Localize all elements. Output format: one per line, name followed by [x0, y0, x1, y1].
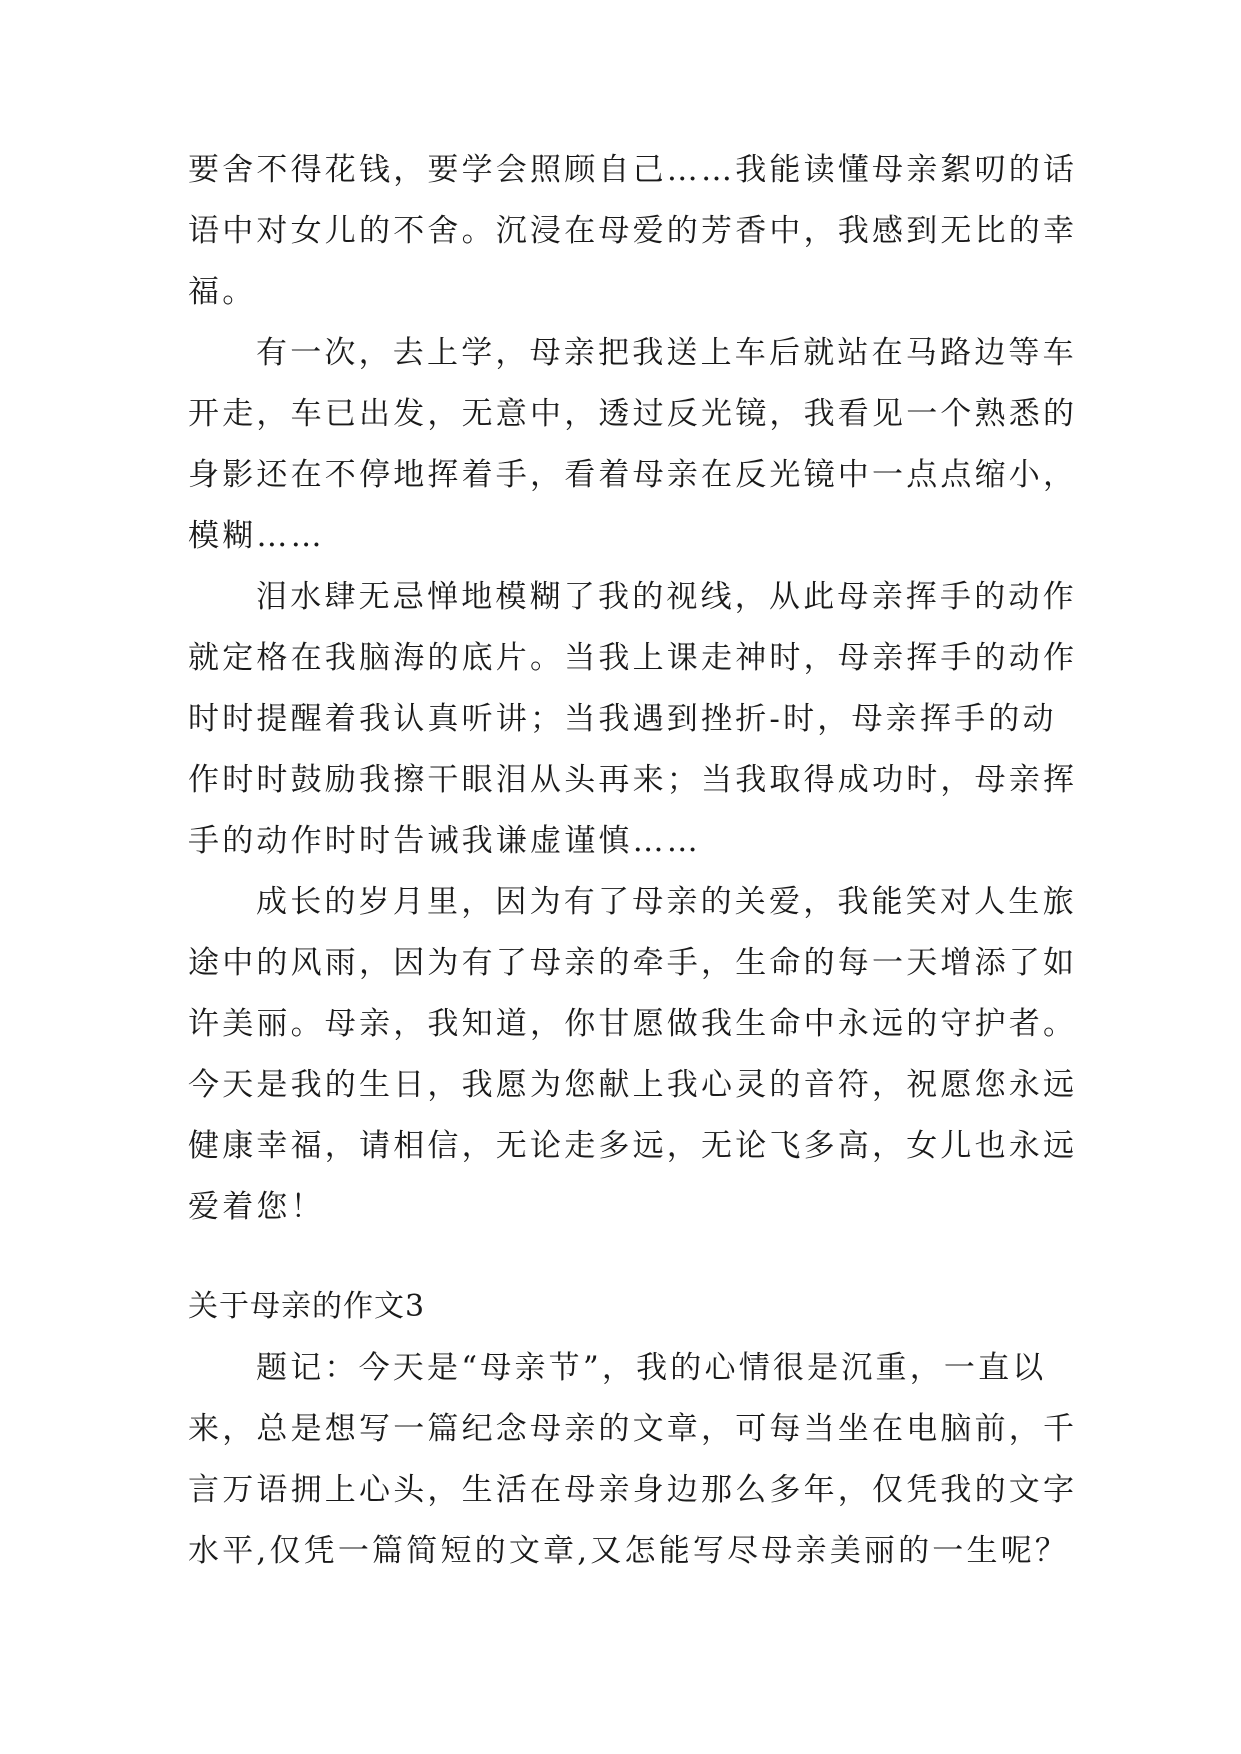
section-gap	[188, 1248, 1058, 1287]
paragraph	[188, 1348, 1078, 1571]
text-line: 时时提醒着我认真听讲；当我遇到挫折-时，母亲挥手的动	[188, 701, 1057, 737]
text-line: 来，总是想写一篇纪念母亲的文章，可每当坐在电脑前，千	[188, 1411, 1078, 1447]
text-line: 开走，车已出发，无意中，透过反光镜，我看见一个熟悉的	[188, 396, 1078, 432]
text-line: 身影还在不停地挥着手，看着母亲在反光镜中一点点缩小，	[188, 457, 1078, 493]
document-page	[188, 150, 1078, 1592]
text-line: 要舍不得花钱，要学会照顾自己……我能读懂母亲絮叨的话	[188, 152, 1078, 188]
text-line: 福。	[188, 274, 257, 310]
text-line: 今天是我的生日，我愿为您献上我心灵的音符，祝愿您永远	[188, 1067, 1078, 1103]
paragraph	[188, 882, 1078, 1227]
text-line: 言万语拥上心头，生活在母亲身边那么多年，仅凭我的文字	[188, 1472, 1078, 1508]
text-line: 泪水肆无忌惮地模糊了我的视线，从此母亲挥手的动作	[256, 579, 1077, 615]
text-line: 水平,仅凭一篇简短的文章,又怎能写尽母亲美丽的一生呢？	[188, 1533, 1070, 1569]
text-line: 有一次，去上学，母亲把我送上车后就站在马路边等车	[256, 335, 1077, 371]
text-line: 途中的风雨，因为有了母亲的牵手，生命的每一天增添了如	[188, 945, 1078, 981]
text-line: 成长的岁月里，因为有了母亲的关爱，我能笑对人生旅	[256, 884, 1077, 920]
text-line: 题记：今天是“母亲节”，我的心情很是沉重，一直以	[256, 1350, 1047, 1386]
paragraph	[188, 150, 1078, 312]
text-line: 手的动作时时告诫我谦虚谨慎……	[188, 823, 701, 859]
paragraph	[188, 333, 1078, 556]
text-line: 作时时鼓励我擦干眼泪从头再来；当我取得成功时，母亲挥	[188, 762, 1078, 798]
text-line: 就定格在我脑海的底片。当我上课走神时，母亲挥手的动作	[188, 640, 1078, 676]
text-line: 爱着您！	[188, 1189, 325, 1225]
paragraph	[188, 577, 1078, 861]
text-line: 语中对女儿的不舍。沉浸在母爱的芳香中，我感到无比的幸	[188, 213, 1078, 249]
text-line: 模糊……	[188, 518, 325, 554]
section-heading: 关于母亲的作文3	[188, 1289, 426, 1324]
text-line: 健康幸福，请相信，无论走多远，无论飞多高，女儿也永远	[188, 1128, 1078, 1164]
text-line: 许美丽。母亲，我知道，你甘愿做我生命中永远的守护者。	[188, 1006, 1078, 1042]
